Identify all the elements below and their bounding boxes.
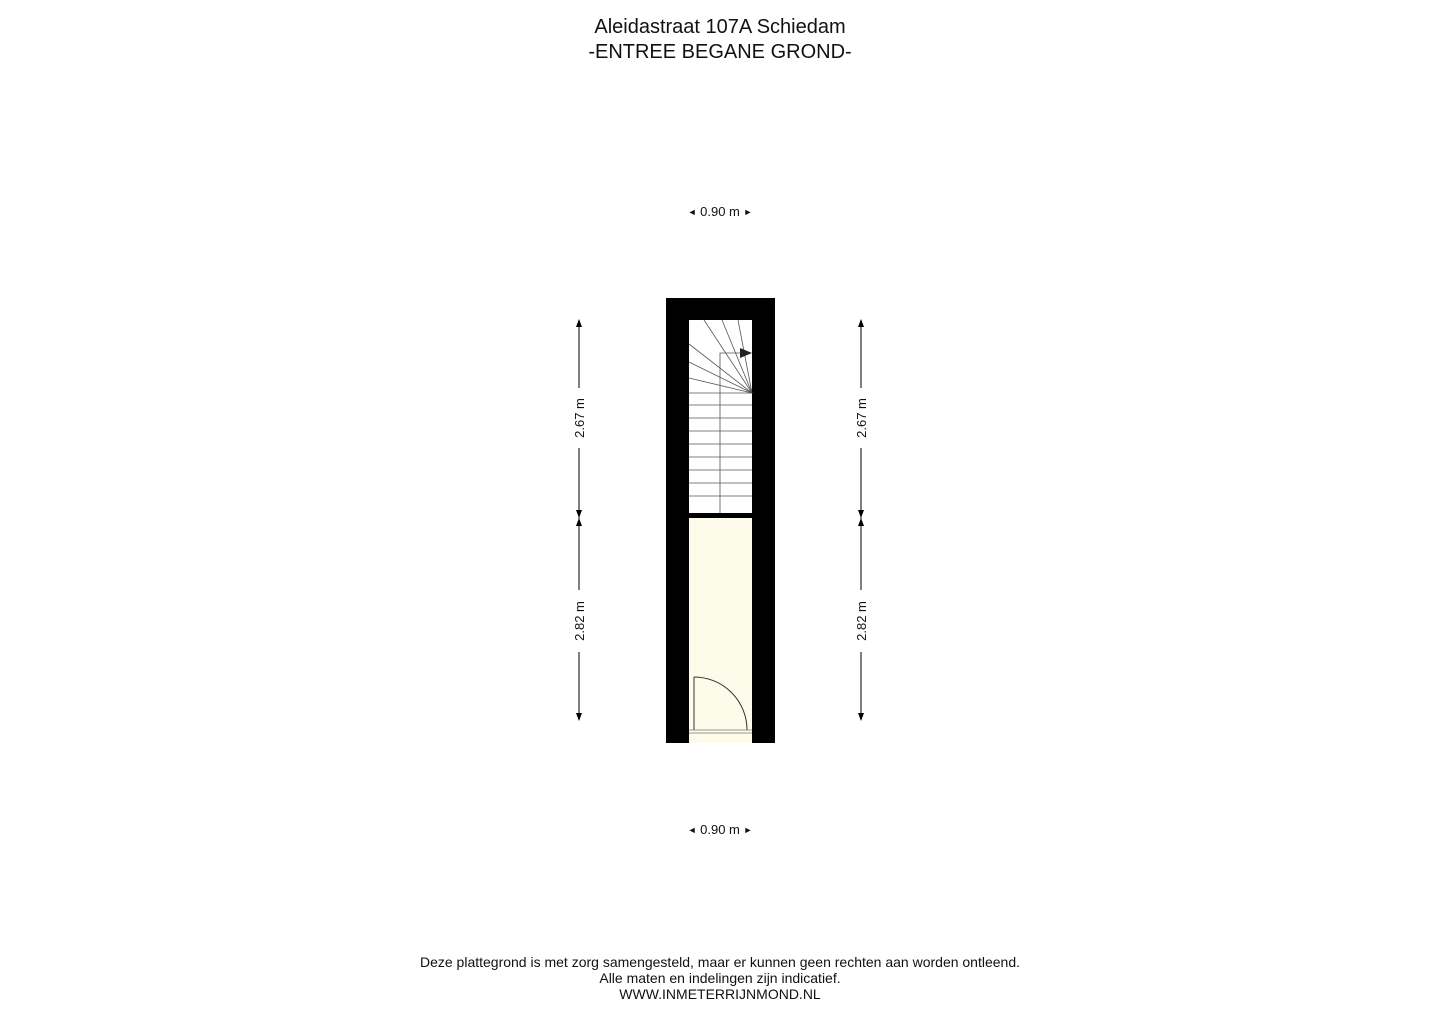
entrance-hall [689,518,752,725]
arrow-down-icon [858,713,864,721]
width-dimension-bottom [620,822,820,838]
arrow-left-icon: ◄ [687,207,697,217]
website-text: WWW.INMETERRIJNMOND.NL [619,986,821,1002]
arrow-down-icon [576,713,582,721]
stair-room [689,320,752,513]
left-lower-label: 2.82 m [572,601,587,641]
right-lower-label: 2.82 m [854,601,869,641]
indicative-note: Alle maten en indelingen zijn indicatief. [599,970,841,986]
arrow-right-icon: ► [743,207,753,217]
arrow-up-icon [576,518,582,526]
arrow-up-icon [858,518,864,526]
arrow-down-icon [858,510,864,518]
plan-title: Aleidastraat 107A Schiedam [594,16,846,38]
right-upper-label: 2.67 m [854,398,869,438]
arrow-down-icon [576,510,582,518]
arrow-up-icon [858,319,864,327]
disclaimer-text: Deze plattegrond is met zorg samengesteld, maar er kunnen geen rechten aan worden ontleend. [419,954,1021,970]
left-upper-label: 2.67 m [572,398,587,438]
arrow-right-icon: ► [743,825,753,835]
floor-subtitle: -ENTREE BEGANE GROND- [588,41,852,63]
arrow-up-icon [576,319,582,327]
width-bottom-label: 0.90 m [700,822,740,837]
arrow-left-icon: ◄ [687,825,697,835]
width-top-label: 0.90 m [700,204,740,219]
door-opening [689,725,752,743]
